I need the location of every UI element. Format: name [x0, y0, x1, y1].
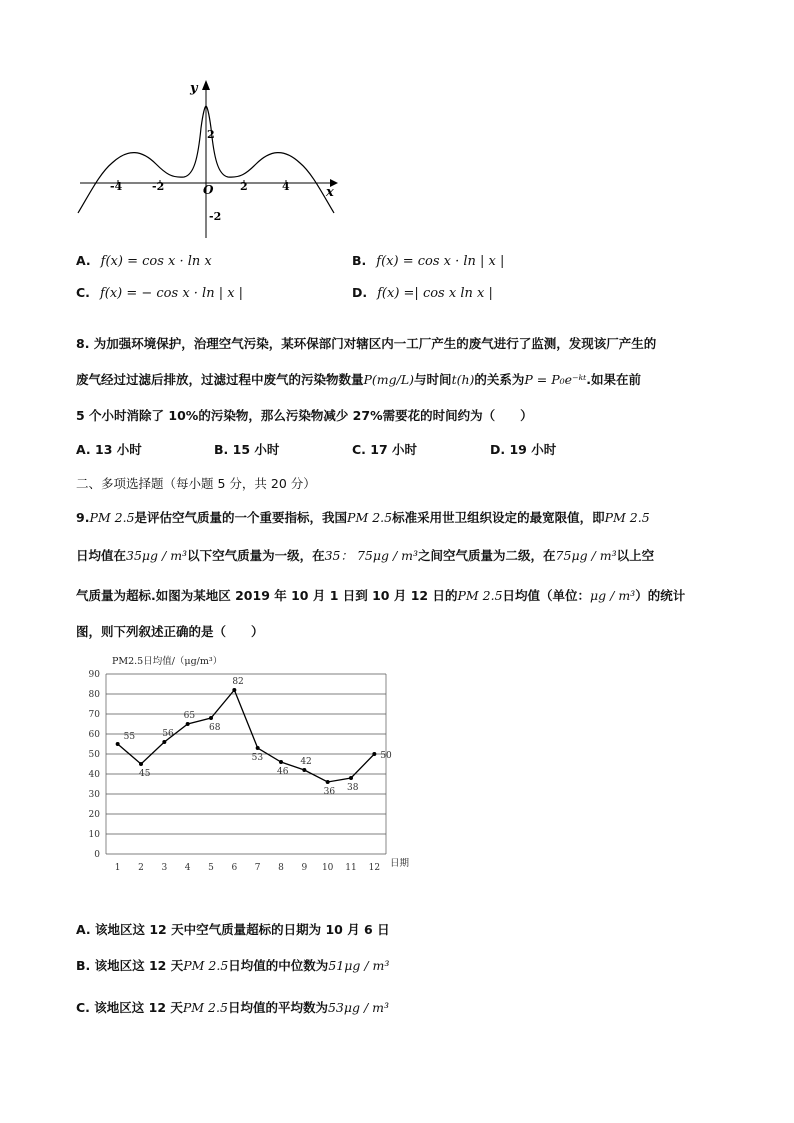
data-point: [186, 722, 190, 726]
option-letter: C.: [76, 285, 90, 300]
x-tick-label: 2: [240, 180, 248, 193]
series-line: [118, 690, 375, 782]
data-point: [349, 776, 353, 780]
x-tick-label: 4: [184, 863, 191, 873]
y-tick-label: 60: [88, 730, 100, 740]
data-label: 65: [183, 711, 196, 721]
data-point: [302, 768, 306, 772]
data-label: 42: [300, 757, 312, 767]
section-title: 二、多项选择题（每小题 5 分，共 20 分）: [76, 476, 316, 491]
y-tick-label: 90: [88, 670, 100, 680]
q9-line-2: 日均值在35μg / m³以下空气质量为一级，在35： 75μg / m³之间空气质量为二级，在75μg / m³以上空: [76, 548, 655, 563]
q8-option-d[interactable]: D. 19 小时: [490, 442, 557, 457]
x-tick-label: 3: [161, 863, 168, 873]
q8-line-1: 8. 为加强环境保护，治理空气污染，某环保部门对辖区内一工厂产生的废气进行了监测，发现该厂产生的: [76, 336, 657, 351]
pm25-line-chart: [76, 650, 426, 880]
data-label: 46: [277, 767, 289, 777]
q9-line-4: 图，则下列叙述正确的是（ ）: [76, 624, 264, 639]
y-tick-label: 30: [88, 790, 100, 800]
q9-option-c[interactable]: C. 该地区这 12 天PM 2.5日均值的平均数为53μg / m³: [76, 1000, 390, 1015]
graph-x-label: x: [326, 185, 334, 200]
x-tick-label: 6: [231, 863, 238, 873]
option-formula: f(x) = − cos x · ln | x |: [99, 286, 244, 301]
data-label: 38: [347, 783, 359, 793]
y-tick-label: 40: [88, 770, 100, 780]
data-point: [372, 752, 376, 756]
x-tick-label: 12: [368, 863, 381, 873]
y-tick-label: 2: [207, 128, 215, 141]
option-formula: f(x) = cos x · ln | x |: [376, 254, 505, 269]
data-label: 50: [380, 751, 392, 761]
q9-option-a[interactable]: A. 该地区这 12 天中空气质量超标的日期为 10 月 6 日: [76, 922, 390, 937]
y-tick-label: 20: [88, 810, 100, 820]
graph-y-label: y: [190, 81, 198, 96]
data-label: 53: [251, 753, 264, 763]
graph-origin-label: O: [203, 183, 214, 197]
q8-option-a[interactable]: A. 13 小时: [76, 442, 142, 457]
q7-option-b[interactable]: [352, 250, 504, 269]
option-formula: f(x) =| cos x ln x |: [377, 286, 493, 301]
x-tick-label: 8: [278, 863, 284, 873]
x-tick-label: -4: [110, 180, 123, 193]
x-tick-label: 5: [208, 863, 214, 873]
x-tick-label: 2: [138, 863, 144, 873]
data-point: [232, 688, 236, 692]
y-tick-label: 80: [88, 690, 100, 700]
q9-line-1: 9.PM 2.5是评估空气质量的一个重要指标，我国PM 2.5标准采用世卫组织设定的最宽限值，即PM 2.5: [76, 510, 650, 525]
option-letter: D.: [352, 285, 368, 300]
chart-xlabel: 日期: [390, 858, 410, 869]
data-point: [209, 716, 213, 720]
data-point: [139, 762, 143, 766]
q7-option-a[interactable]: [76, 250, 212, 269]
data-point: [162, 740, 166, 744]
option-letter: A.: [76, 253, 91, 268]
q7-option-c[interactable]: [76, 282, 243, 301]
x-tick-label: -2: [152, 180, 165, 193]
y-tick-label: 10: [88, 830, 100, 840]
data-label: 36: [323, 787, 336, 797]
q8-line-2: 废气经过过滤后排放，过滤过程中废气的污染物数量P(mg/L)与时间t(h)的关系为P = P₀e⁻ᵏᵗ.如果在前: [76, 372, 642, 387]
q8-line-3: 5 个小时消除了 10%的污染物，那么污染物减少 27%需要花的时间约为（ ）: [76, 408, 533, 423]
y-tick-label: 50: [88, 750, 100, 760]
data-label: 82: [232, 677, 244, 687]
data-point: [279, 760, 283, 764]
option-formula: f(x) = cos x · ln x: [100, 254, 212, 269]
q9-option-b[interactable]: B. 该地区这 12 天PM 2.5日均值的中位数为51μg / m³: [76, 958, 390, 973]
y-tick-label: 70: [88, 710, 100, 720]
y-tick-label: -2: [209, 210, 222, 223]
data-label: 55: [123, 732, 136, 742]
data-point: [256, 746, 260, 750]
chart-title: PM2.5日均值/（μg/m³）: [112, 656, 223, 667]
x-tick-label: 4: [282, 180, 290, 193]
y-tick-label: 0: [94, 850, 100, 860]
q7-option-d[interactable]: [352, 282, 493, 301]
x-tick-label: 7: [254, 863, 261, 873]
q9-line-3: 气质量为超标.如图为某地区 2019 年 10 月 1 日到 10 月 12 日的PM 2.5日均值（单位：μg / m³）的统计: [76, 588, 686, 603]
data-point: [116, 742, 120, 746]
data-label: 45: [139, 769, 151, 779]
q8-option-b[interactable]: B. 15 小时: [214, 442, 280, 457]
option-letter: B.: [352, 253, 367, 268]
x-tick-label: 11: [345, 863, 357, 873]
q8-option-c[interactable]: C. 17 小时: [352, 442, 418, 457]
data-point: [326, 780, 330, 784]
y-axis-arrow: [202, 80, 210, 90]
x-tick-label: 1: [114, 863, 121, 873]
data-label: 56: [162, 729, 174, 739]
function-graph: [60, 78, 350, 248]
data-label: 68: [209, 723, 221, 733]
x-tick-label: 9: [301, 863, 308, 873]
x-tick-label: 10: [321, 863, 334, 873]
